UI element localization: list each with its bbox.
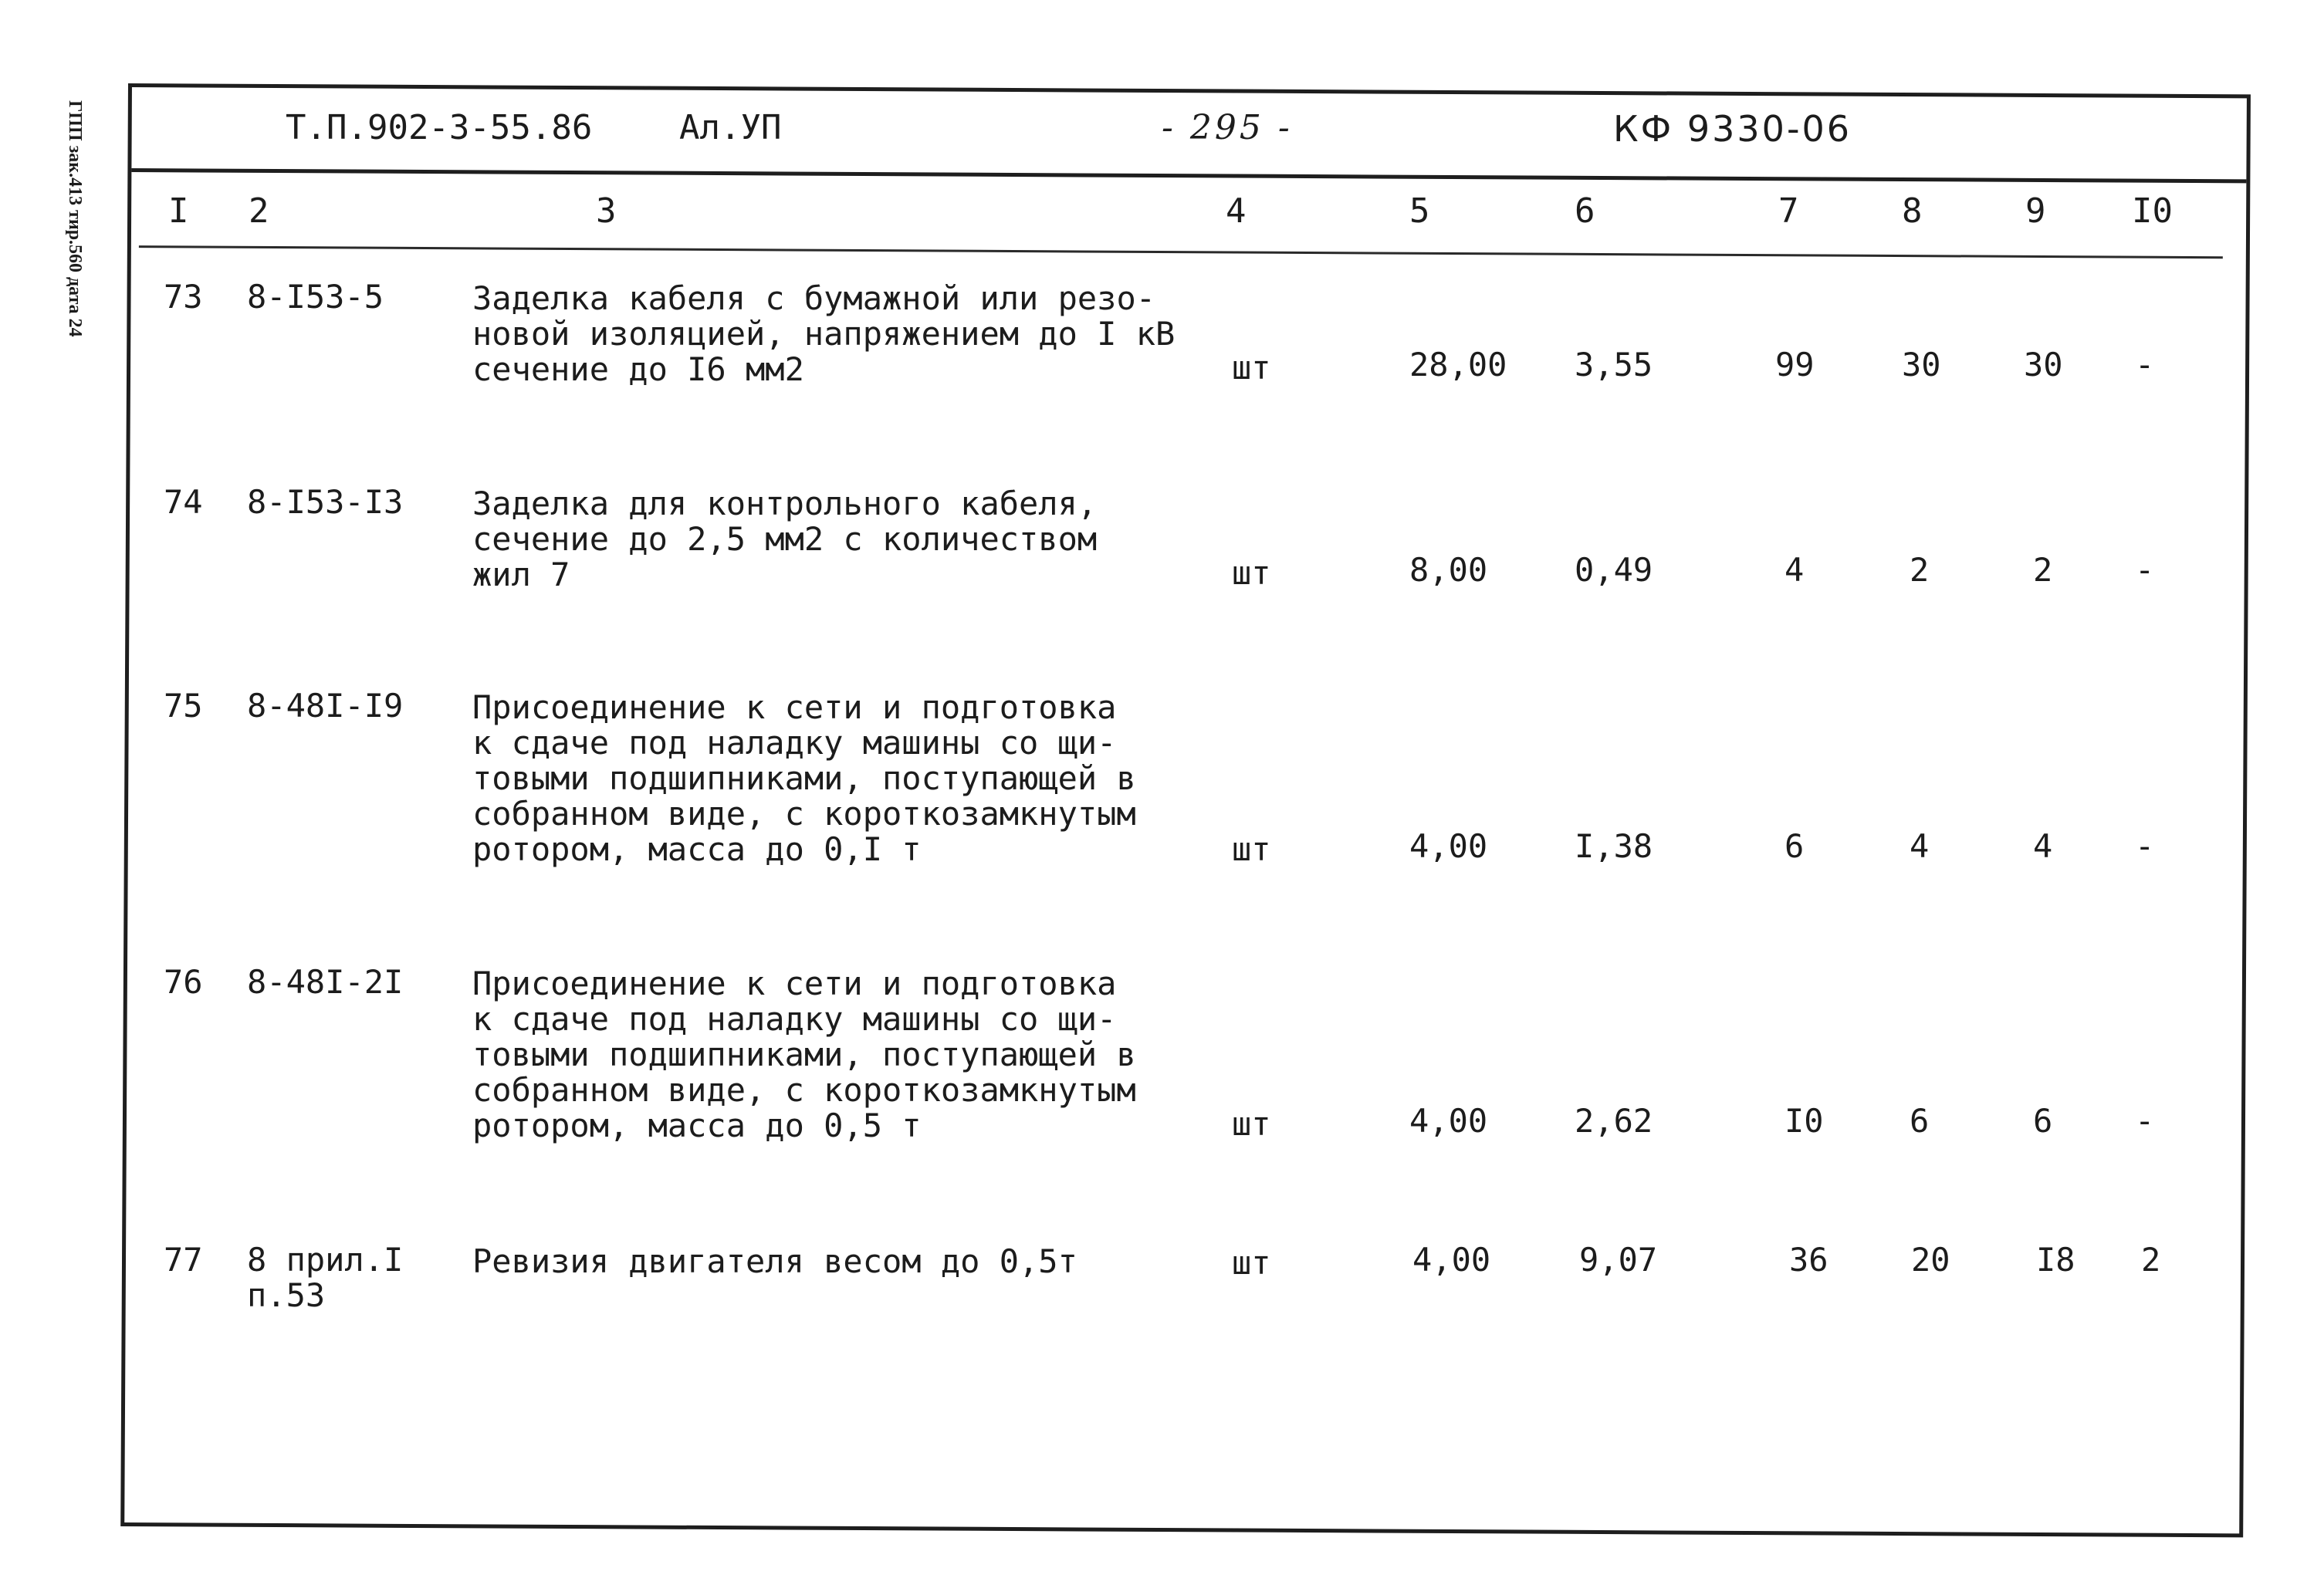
- column-header-9: 9: [2025, 191, 2046, 231]
- value-col-6: 0,49: [1575, 551, 1653, 589]
- header-divider: [131, 168, 2246, 183]
- column-header-10: I0: [2132, 191, 2173, 231]
- quantity: 4,00: [1412, 1241, 1491, 1279]
- column-header-4: 4: [1226, 191, 1247, 231]
- quantity: 28,00: [1409, 346, 1507, 384]
- value-col-6: 2,62: [1575, 1102, 1653, 1140]
- row-number: 77: [164, 1241, 203, 1279]
- value-col-8: 30: [1902, 346, 1941, 384]
- work-description: Ревизия двигателя весом до 0,5т: [472, 1242, 1077, 1280]
- norm-code: 8-48I-I9: [247, 687, 404, 725]
- quantity: 8,00: [1409, 551, 1488, 589]
- unit: шт: [1232, 830, 1271, 868]
- unit: шт: [1232, 1244, 1271, 1282]
- unit: шт: [1232, 349, 1271, 387]
- value-col-7: 6: [1784, 827, 1805, 865]
- value-col-10: 2: [2141, 1241, 2161, 1279]
- column-header-8: 8: [1902, 191, 1923, 231]
- value-col-6: 3,55: [1575, 346, 1653, 384]
- unit: шт: [1232, 1105, 1271, 1143]
- work-description: Присоединение к сети и подготовка к сдаче под наладку машины со щи- товыми подшипниками, поступающей в собранном виде, с короткозамкнутым ротором, масса до 0,I т: [472, 688, 1136, 868]
- column-header-7: 7: [1778, 191, 1799, 231]
- row-number: 76: [164, 963, 203, 1001]
- norm-code: 8-I53-I3: [247, 483, 404, 521]
- side-stamp: [60, 100, 91, 471]
- value-col-7: 36: [1789, 1241, 1828, 1279]
- work-description: Заделка для контрольного кабеля, сечение до 2,5 мм2 с количеством жил 7: [472, 485, 1098, 593]
- norm-code: 8 прил.I п.53: [247, 1241, 404, 1314]
- value-col-6: 9,07: [1579, 1241, 1658, 1279]
- unit: шт: [1232, 554, 1271, 592]
- album-number: Ал.УП: [679, 108, 782, 147]
- norm-code: 8-48I-2I: [247, 963, 404, 1001]
- work-description: Присоединение к сети и подготовка к сдаче под наладку машины со щи- товыми подшипниками, поступающей в собранном виде, с короткозамкнутым ротором, масса до 0,5 т: [472, 965, 1136, 1144]
- page-number: - 295 -: [1162, 108, 1293, 147]
- row-number: 75: [164, 687, 203, 725]
- value-col-7: 99: [1775, 346, 1815, 384]
- value-col-7: 4: [1784, 551, 1805, 589]
- column-header-divider: [139, 245, 2223, 259]
- row-number: 74: [164, 483, 203, 521]
- project-code: Т.П.902-3-55.86: [286, 108, 593, 147]
- value-col-8: 4: [1910, 827, 1930, 865]
- value-col-9: 6: [2033, 1102, 2053, 1140]
- value-col-7: I0: [1784, 1102, 1824, 1140]
- value-col-6: I,38: [1575, 827, 1653, 865]
- value-col-9: 4: [2033, 827, 2053, 865]
- document-code: КФ 9330-06: [1613, 108, 1852, 150]
- value-col-8: 6: [1910, 1102, 1930, 1140]
- value-col-10: -: [2135, 827, 2155, 865]
- norm-code: 8-I53-5: [247, 278, 384, 316]
- column-header-6: 6: [1575, 191, 1595, 231]
- column-header-2: 2: [249, 191, 269, 231]
- value-col-8: 20: [1911, 1241, 1950, 1279]
- column-header-5: 5: [1409, 191, 1430, 231]
- quantity: 4,00: [1409, 1102, 1488, 1140]
- value-col-10: -: [2135, 346, 2155, 384]
- value-col-9: 30: [2024, 346, 2063, 384]
- value-col-10: -: [2135, 1102, 2155, 1140]
- column-header-1: I: [168, 191, 189, 231]
- side-stamp-text: ГПП зак.413 тир.560 дата 24: [65, 100, 85, 337]
- quantity: 4,00: [1409, 827, 1488, 865]
- value-col-9: 2: [2033, 551, 2053, 589]
- work-description: Заделка кабеля с бумажной или резо- новой изоляцией, напряжением до I кВ сечение до I6 мм2: [472, 279, 1176, 388]
- row-number: 73: [164, 278, 203, 316]
- value-col-9: I8: [2036, 1241, 2075, 1279]
- value-col-10: -: [2135, 551, 2155, 589]
- column-header-3: 3: [596, 191, 617, 231]
- value-col-8: 2: [1910, 551, 1930, 589]
